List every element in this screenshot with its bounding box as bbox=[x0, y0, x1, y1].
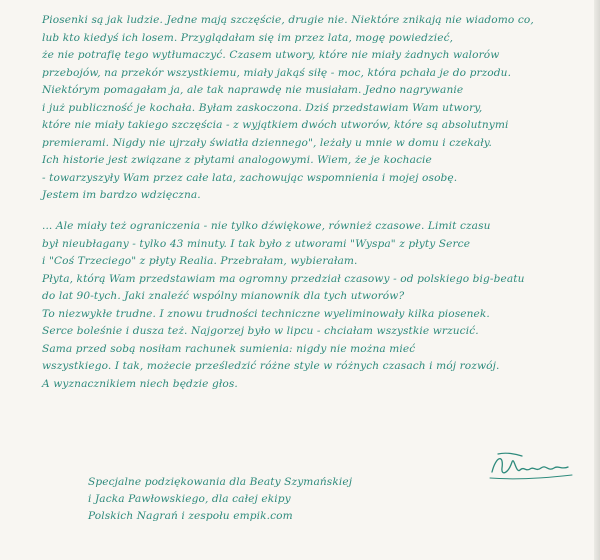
letter-line: Ich historie jest związane z płytami analogowymi. Wiem, że je kochacie bbox=[42, 154, 432, 167]
page-edge bbox=[594, 0, 600, 560]
letter-line: A wyznacznikiem niech będzie głos. bbox=[42, 377, 238, 390]
letter-line: Jestem im bardzo wdzięczna. bbox=[42, 189, 201, 202]
letter-line: że nie potrafię tego wytłumaczyć. Czasem utwory, które nie miały żadnych walorów bbox=[42, 49, 500, 62]
paragraph-gap bbox=[42, 205, 534, 218]
letter-line: Piosenki są jak ludzie. Jedne mają szczęście, drugie nie. Niektóre znikają nie wiadomo co, bbox=[42, 14, 534, 26]
letter-line: do lat 90-tych. Jaki znaleźć wspólny mianownik dla tych utworów? bbox=[42, 290, 405, 303]
letter-line: Niektórym pomagałam ja, ale tak naprawdę nie musiałam. Jedno nagrywanie bbox=[42, 84, 464, 97]
letter-line: przebojów, na przekór wszystkiemu, miały jakąś siłę - moc, która pchała je do przodu. bbox=[42, 66, 512, 79]
acknowledgements bbox=[88, 474, 352, 525]
signature-scribble bbox=[486, 448, 576, 484]
letter-line: Płyta, którą Wam przedstawiam ma ogromny przedział czasowy - od polskiego big-beatu bbox=[42, 272, 525, 285]
thanks-line: i Jacka Pawłowskiego, dla całej ekipy bbox=[88, 493, 291, 505]
thanks-line: Specjalne podziękowania dla Beaty Szymańskiej bbox=[88, 476, 353, 488]
letter-line: - towarzyszyły Wam przez całe lata, zachowując wspomnienia i mojej osobę. bbox=[42, 171, 458, 184]
letter-line: które nie miały takiego szczęścia - z wyjątkiem dwóch utworów, które są absolutnymi bbox=[42, 119, 509, 132]
letter-line: Serce boleśnie i dusza też. Najgorzej było w lipcu - chciałam wszystkie wrzucić. bbox=[42, 325, 479, 338]
letter-line: Sama przed sobą nosiłam rachunek sumienia: nigdy nie można mieć bbox=[42, 342, 416, 355]
letter-body bbox=[42, 12, 534, 393]
letter-line: To niezwykłe trudne. I znowu trudności techniczne wyeliminowały kilka piosenek. bbox=[42, 307, 490, 320]
letter-line: był nieubłagany - tylko 43 minuty. I tak było z utworami "Wyspa" z płyty Serce bbox=[42, 237, 471, 250]
thanks-line: Polskich Nagrań i zespołu empik.com bbox=[88, 510, 293, 522]
letter-line: i "Coś Trzeciego" z płyty Realia. Przebrałam, wybierałam. bbox=[42, 255, 358, 268]
signature bbox=[486, 448, 576, 484]
letter-line: wszystkiego. I tak, możecie prześledzić różne style w różnych czasach i mój rozwój. bbox=[42, 360, 500, 373]
letter-line: lub kto kiedyś ich losem. Przyglądałam się im przez lata, mogę powiedzieć, bbox=[42, 31, 454, 44]
letter-line: i już publiczność je kochała. Byłam zaskoczona. Dziś przedstawiam Wam utwory, bbox=[42, 101, 483, 114]
letter-line: ... Ale miały też ograniczenia - nie tylko dźwiękowe, również czasowe. Limit czasu bbox=[42, 220, 491, 233]
letter-line: premierami. Nigdy nie ujrzały światła dziennego", leżały u mnie w domu i czekały. bbox=[42, 136, 492, 149]
